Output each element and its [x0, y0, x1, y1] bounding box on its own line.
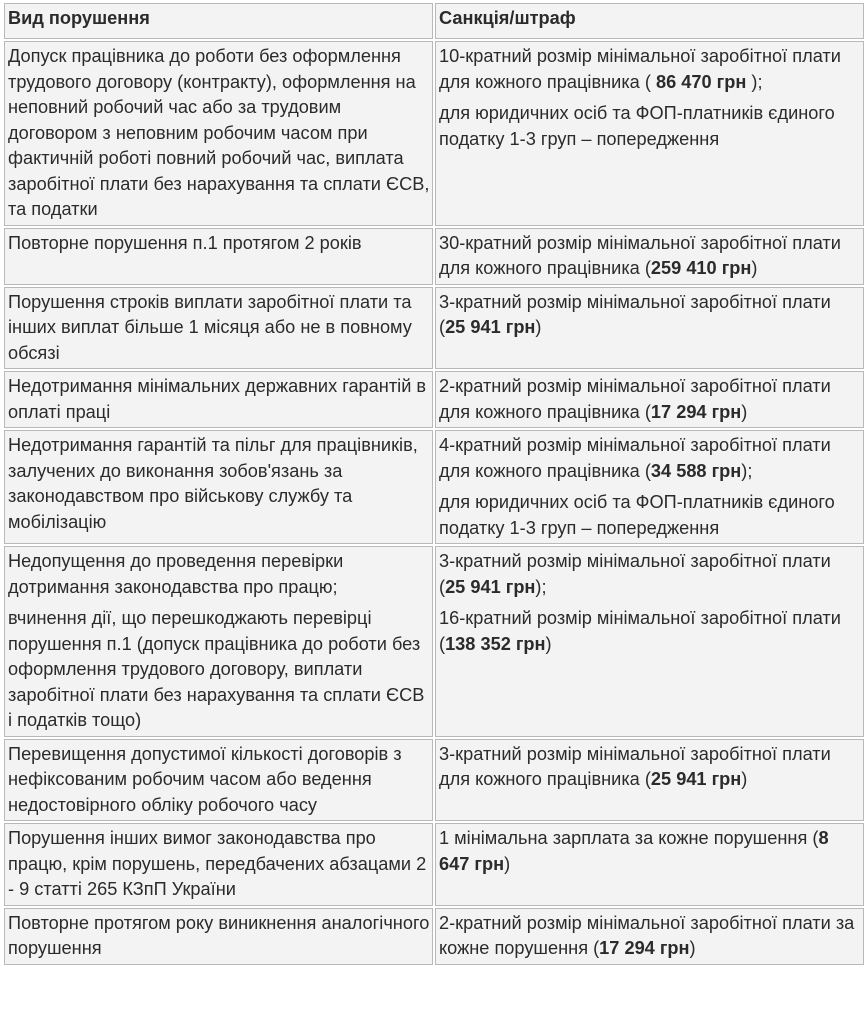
violation-text: Порушення строків виплати заробітної плати та інших виплат більше 1 місяця або не в повному обсязі — [8, 291, 412, 363]
sanction-description: 1 мінімальна зарплата за кожне порушення ( — [439, 828, 819, 848]
header-row — [4, 3, 864, 39]
sanction-description: 4-кратний розмір мінімальної заробітної плати для кожного працівника ( — [439, 435, 831, 481]
violation-cell — [4, 371, 433, 428]
fine-amount: 25 941 грн — [445, 317, 536, 337]
fine-amount: 86 470 грн — [655, 71, 747, 92]
sanction-description: 10-кратний розмір мінімальної заробітної плати для кожного працівника ( — [439, 46, 841, 92]
table-row — [4, 228, 864, 285]
violation-text: Недопущення до проведення перевірки дотримання законодавства про працю; — [8, 551, 344, 597]
violation-cell — [4, 908, 433, 965]
sanction-suffix: ) — [504, 853, 511, 874]
sanction-cell — [435, 430, 864, 544]
fine-amount: 138 352 грн — [445, 633, 546, 654]
sanction-description: 3-кратний розмір мінімальної заробітної плати ( — [439, 291, 831, 337]
sanction-text — [439, 490, 861, 541]
sanction-text — [439, 826, 861, 877]
table-row — [4, 823, 864, 906]
violation-cell — [4, 41, 433, 226]
violation-text: вчинення дії, що перешкоджають перевірці порушення п.1 (допуск працівника до роботи без оформлення трудового договору, виплати заробітної плати без нарахування та сплати ЄСВ і податків тощо) — [8, 608, 425, 730]
sanction-description: 3-кратний розмір мінімальної заробітної плати для кожного працівника ( — [439, 743, 831, 789]
sanction-cell — [435, 546, 864, 737]
sanction-description: для юридичних осіб та ФОП-платників єдиного податку 1-3 груп – попередження — [439, 103, 835, 149]
sanction-description: для юридичних осіб та ФОП-платників єдиного податку 1-3 груп – попередження — [439, 492, 835, 538]
violation-text: Повторне протягом року виникнення аналогічного порушення — [8, 912, 430, 958]
fine-amount: 25 941 грн — [445, 576, 536, 597]
violation-cell — [4, 739, 433, 822]
sanction-text — [439, 433, 861, 484]
sanction-suffix: ) — [535, 317, 542, 337]
fine-amount: 34 588 грн — [650, 460, 742, 481]
sanction-text — [439, 742, 861, 793]
sanction-description: 16-кратний розмір мінімальної заробітної плати ( — [439, 608, 841, 654]
violation-text: Порушення інших вимог законодавства про працю, крім порушень, передбачених абзацами 2 - 9 статті 265 КЗпП України — [8, 828, 427, 899]
table-row — [4, 739, 864, 822]
sanction-description: 30-кратний розмір мінімальної заробітної плати для кожного працівника ( — [439, 232, 841, 278]
violation-cell — [4, 823, 433, 906]
sanction-description: 2-кратний розмір мінімальної заробітної плати за кожне порушення ( — [439, 912, 855, 958]
sanction-suffix: ); — [535, 576, 547, 597]
sanction-cell — [435, 823, 864, 906]
sanction-text — [439, 101, 861, 152]
sanction-description: 2-кратний розмір мінімальної заробітної плати для кожного працівника ( — [439, 376, 831, 422]
fine-amount: 25 941 грн — [650, 769, 742, 789]
violation-text: Повторне порушення п.1 протягом 2 років — [8, 232, 362, 253]
sanction-text — [439, 606, 861, 657]
penalties-table — [2, 1, 864, 967]
violation-cell — [4, 228, 433, 285]
sanction-cell — [435, 41, 864, 226]
table-header — [4, 3, 864, 39]
sanction-cell — [435, 287, 864, 370]
violation-cell — [4, 546, 433, 737]
table-row — [4, 430, 864, 544]
fine-amount: 17 294 грн — [650, 401, 742, 422]
sanction-suffix: ) — [545, 633, 552, 654]
header-sanction: Санкція/штраф — [435, 3, 864, 39]
sanction-suffix: ); — [746, 71, 763, 92]
sanction-cell — [435, 908, 864, 965]
fine-amount: 8 647 грн — [439, 828, 829, 874]
sanction-suffix: ) — [741, 401, 748, 422]
sanction-cell — [435, 739, 864, 822]
table-row — [4, 41, 864, 226]
sanction-description: 3-кратний розмір мінімальної заробітної плати ( — [439, 551, 831, 597]
sanction-text — [439, 290, 861, 341]
violation-text: Недотримання гарантій та пільг для працівників, залучених до виконання зобов'язань за законодавством про військову службу та мобілізацію — [8, 435, 418, 532]
sanction-suffix: ) — [689, 938, 696, 958]
header-violation-type: Вид порушення — [4, 3, 433, 39]
table-row — [4, 908, 864, 965]
fine-amount: 259 410 грн — [650, 258, 752, 278]
fine-amount: 17 294 грн — [599, 938, 690, 958]
sanction-cell — [435, 371, 864, 428]
sanction-suffix: ); — [741, 460, 753, 481]
table-row — [4, 371, 864, 428]
violation-cell — [4, 430, 433, 544]
table-body — [4, 41, 864, 965]
sanction-text — [439, 374, 861, 425]
sanction-text — [439, 549, 861, 600]
sanction-suffix: ) — [741, 769, 748, 789]
sanction-text — [439, 911, 861, 962]
table-row — [4, 287, 864, 370]
violation-cell — [4, 287, 433, 370]
violation-text: Допуск працівника до роботи без оформлення трудового договору (контракту), оформлення на неповний робочий час або за трудовим договором з неповним робочим часом при фактичній роботі повний робочий час, виплата заробітної плати без нарахування та сплати ЄСВ, та податки — [8, 46, 430, 219]
violation-text: Перевищення допустимої кількості договорів з нефіксованим робочим часом або ведення недостовірного обліку робочого часу — [8, 743, 402, 815]
sanction-text — [439, 44, 861, 95]
sanction-text — [439, 231, 861, 282]
violation-text: Недотримання мінімальних державних гарантій в оплаті праці — [8, 376, 427, 422]
table-row — [4, 546, 864, 737]
sanction-suffix: ) — [751, 258, 758, 278]
sanction-cell — [435, 228, 864, 285]
